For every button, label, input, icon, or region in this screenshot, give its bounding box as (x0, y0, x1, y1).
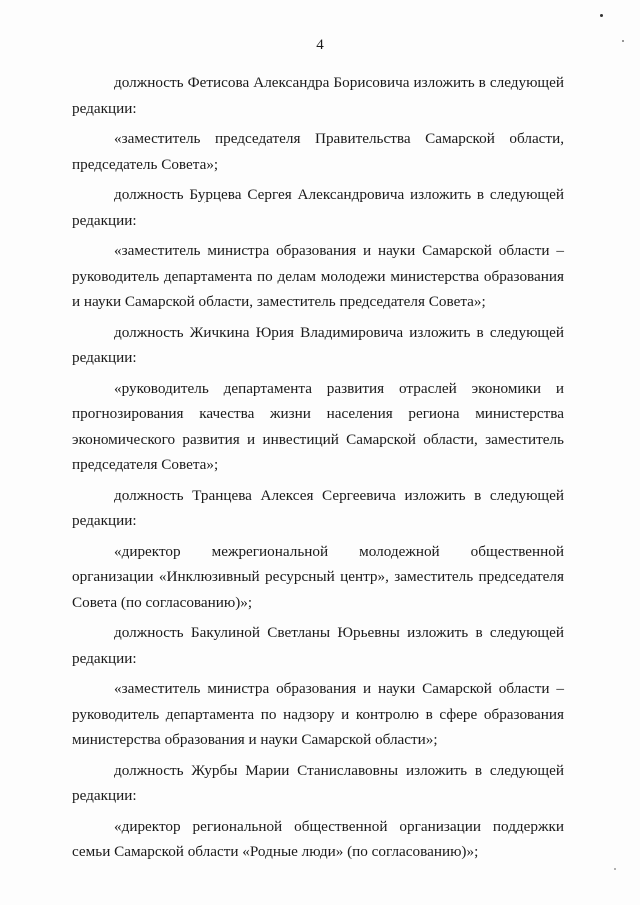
paragraph-burtsev-new-title: «заместитель министра образования и науки Самарской области – руководитель департамента по делам молодежи министерства образования и науки Самарской области, заместитель председателя Совета»; (72, 242, 564, 310)
paragraph-zhichkin-new-title: «руководитель департамента развития отраслей экономики и прогнозирования качества жизни населения региона министерства экономического развития и инвестиций Самарской области, заместитель председателя Совета»; (72, 379, 564, 473)
paragraph-bakulina-position: должность Бакулиной Светланы Юрьевны изложить в следующей редакции: (72, 624, 564, 667)
paragraph-burtsev-position: должность Бурцева Сергея Александровича изложить в следующей редакции: (72, 186, 564, 229)
paragraph-zhurba-position: должность Журбы Марии Станиславовны изложить в следующей редакции: (72, 761, 564, 804)
paragraph-bakulina-new-title: «заместитель министра образования и науки Самарской области – руководитель департамента по надзору и контролю в сфере образования министерства образования и науки Самарской области»; (72, 680, 564, 748)
paragraph-fetisov-new-title: «заместитель председателя Правительства Самарской области, председатель Совета»; (72, 130, 564, 173)
paragraph-zhurba-new-title: «директор региональной общественной организации поддержки семьи Самарской области «Родные люди» (по согласованию)»; (72, 817, 564, 860)
paragraph-zhichkin-position: должность Жичкина Юрия Владимировича изложить в следующей редакции: (72, 323, 564, 366)
document-body (72, 70, 564, 870)
paragraph-fetisov-position: должность Фетисова Александра Борисовича изложить в следующей редакции: (72, 74, 564, 117)
page-number: 4 (316, 37, 324, 53)
paragraph-trantsev-new-title: «директор межрегиональной молодежной общественной организации «Инклюзивный ресурсный центр», заместитель председателя Совета (по согласованию)»; (72, 542, 564, 611)
scan-speck (600, 14, 603, 17)
paragraph-trantsev-position: должность Транцева Алексея Сергеевича изложить в следующей редакции: (72, 486, 564, 529)
scan-speck (614, 868, 616, 870)
